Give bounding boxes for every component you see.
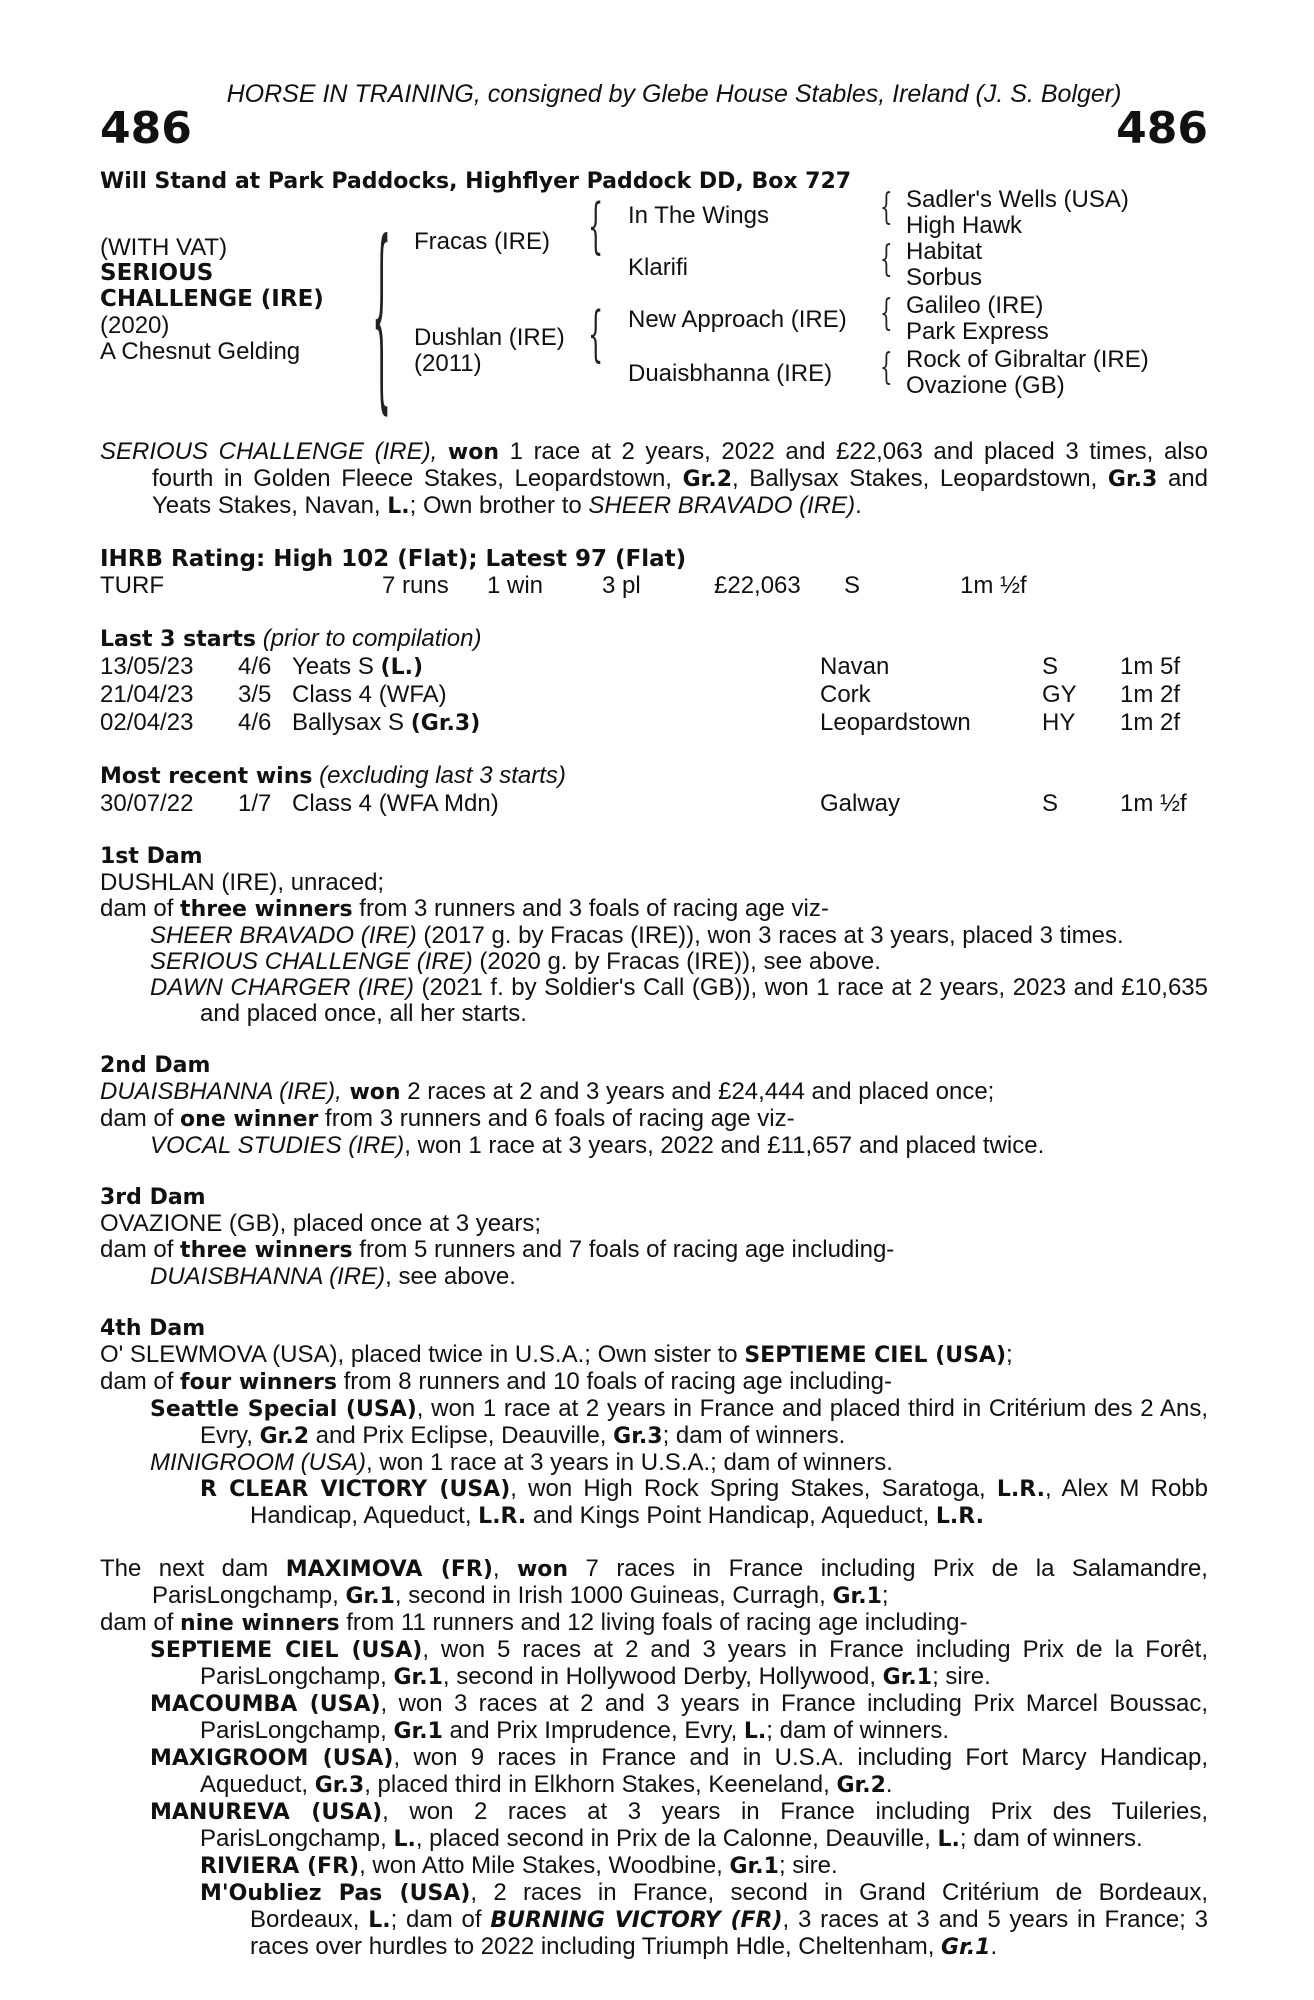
rating-title: IHRB Rating: High 102 (Flat); Latest 97 (Flat) [100, 546, 687, 572]
table-row: 02/04/23 4/6 Ballysax S (Gr.3) Leopardstown HY 1m 2f [100, 709, 1181, 736]
sire: Fracas (IRE) [414, 228, 551, 255]
next-dam-section: The next dam MAXIMOVA (FR), won 7 races in France including Prix de la Salamandre, ParisLongchamp, Gr.1, second in Irish 1000 Guineas, Curragh, Gr.1; dam of nine winners from 11 runners and 12 living foals of racing age including- SEPTIEME CIEL (USA), won 5 races at 2 and 3 years in France including Prix de la Forêt, ParisLongchamp, Gr.1, second in Hollywood Derby, Hollywood, Gr.1; sire. MACOUMBA (USA), won 3 races at 2 and 3 years in France including Prix Marcel Boussac, ParisLongchamp, Gr.1 and Prix Imprudence, Evry, L.; dam of winners. MAXIGROOM (USA), won 9 races in France and in U.S.A. including Fort Marcy Handicap, Aqueduct, Gr.3, placed third in Elkhorn Stakes, Keeneland, Gr.2. MANUREVA (USA), won 2 races at 3 years in France including Prix des Tuileries, ParisLongchamp, L., placed second in Prix de la Calonne, Deauville, L.; dam of winners. RIVIERA (FR), won Atto Mile Stakes, Woodbine, Gr.1; sire. M'Oubliez Pas (USA), 2 races in France, second in Grand Critérium de Bordeaux, Bordeaux, L.; dam of BURNING VICTORY (FR), 3 races at 3 and 5 years in France; 3 races over hurdles to 2022 including Triumph Hdle, Cheltenham, Gr.1. [100, 1555, 1209, 1960]
bracket: { [880, 239, 893, 280]
vat-label: (WITH VAT) [100, 234, 228, 261]
placed: 3 pl [602, 572, 641, 599]
list-item: VOCAL STUDIES (IRE), won 1 race at 3 years, 2022 and £11,657 and placed twice. [150, 1132, 1045, 1159]
horse-name-line1: SERIOUS [100, 260, 214, 286]
recent-wins-title: Most recent wins [100, 764, 313, 789]
dam-dam: Duaisbhanna (IRE) [628, 360, 833, 387]
dam-year: (2011) [414, 350, 482, 377]
list-item: Seattle Special (USA), won 1 race at 2 years in France and placed third in Critérium des 2 Ans, Evry, Gr.2 and Prix Eclipse, Deauville, Gr.3; dam of winners. [150, 1395, 1208, 1449]
list-item: R CLEAR VICTORY (USA), won High Rock Spring Stakes, Saratoga, L.R., Alex M Robb Handicap, Aqueduct, L.R. and Kings Point Handicap, Aqueduct, L.R. [200, 1475, 1209, 1529]
sire-dam: Klarifi [628, 254, 689, 281]
lot-number-right: 486 [1116, 103, 1208, 154]
bracket: { [372, 199, 392, 432]
table-row: 13/05/23 4/6 Yeats S (L.) Navan S 1m 5f [100, 653, 1181, 680]
prize-money: £22,063 [714, 572, 801, 599]
fourth-dam-section: 4th Dam O' SLEWMOVA (USA), placed twice in U.S.A.; Own sister to SEPTIEME CIEL (USA); dam of four winners from 8 runners and 10 foals of racing age including- Seattle Special (USA), won 1 race at 2 years in France and placed third in Critérium des 2 Ans, Evry, Gr.2 and Prix Eclipse, Deauville, Gr.3; dam of winners. MINIGROOM (USA), won 1 race at 3 years in U.S.A.; dam of winners. R CLEAR VICTORY (USA), won High Rock Spring Stakes, Saratoga, L.R., Alex M Robb Handicap, Aqueduct, L.R. and Kings Point Handicap, Aqueduct, L.R. [100, 1316, 1209, 1529]
last-starts-table [100, 653, 1180, 737]
dam-sire-dam: Park Express [906, 318, 1049, 345]
dam-sire-sire: Galileo (IRE) [906, 292, 1044, 319]
dam-dam-dam: Ovazione (GB) [906, 372, 1065, 399]
section-title: 2nd Dam [100, 1053, 211, 1078]
section-title: 4th Dam [100, 1316, 206, 1341]
lot-row [100, 103, 1208, 167]
second-dam-section: 2nd Dam DUAISBHANNA (IRE), won 2 races at 2 and 3 years and £24,444 and placed once; dam of one winner from 3 runners and 6 foals of racing age viz- VOCAL STUDIES (IRE), won 1 race at 3 years, 2022 and £11,657 and placed twice. [100, 1053, 1208, 1159]
horse-description: A Chesnut Gelding [100, 338, 301, 365]
bracket: { [880, 187, 893, 228]
consignment-header: HORSE IN TRAINING, consigned by Glebe House Stables, Ireland (J. S. Bolger) [226, 80, 1122, 108]
rating-table [100, 572, 1027, 600]
list-item: MACOUMBA (USA), won 3 races at 2 and 3 years in France including Prix Marcel Boussac, ParisLongchamp, Gr.1 and Prix Imprudence, Evry, L.; dam of winners. [150, 1690, 1208, 1744]
list-item: RIVIERA (FR), won Atto Mile Stakes, Woodbine, Gr.1; sire. [200, 1852, 838, 1879]
horse-year: (2020) [100, 312, 170, 339]
sire-sire-sire: Sadler's Wells (USA) [906, 186, 1129, 213]
runs: 7 runs [382, 572, 449, 599]
list-item: SEPTIEME CIEL (USA), won 5 races at 2 and 3 years in France including Prix de la Forêt, ParisLongchamp, Gr.1, second in Hollywood Derby, Hollywood, Gr.1; sire. [150, 1636, 1208, 1690]
list-item: M'Oubliez Pas (USA), 2 races in France, second in Grand Critérium de Bordeaux, Bordeaux, L.; dam of BURNING VICTORY (FR), 3 races at 3 and 5 years in France; 3 races over hurdles to 2022 including Triumph Hdle, Cheltenham, Gr.1. [200, 1879, 1209, 1960]
going: S [844, 572, 861, 599]
list-item: SHEER BRAVADO (IRE) (2017 g. by Fracas (IRE)), won 3 races at 3 years, placed 3 times. [150, 922, 1124, 949]
list-item: SERIOUS CHALLENGE (IRE) (2020 g. by Fracas (IRE)), see above. [150, 948, 881, 975]
table-row: 21/04/23 3/5 Class 4 (WFA) Cork GY 1m 2f [100, 681, 1181, 708]
distance: 1m ½f [960, 572, 1027, 599]
last-starts-title: Last 3 starts [100, 627, 257, 652]
section-title: 3rd Dam [100, 1185, 206, 1210]
recent-wins-table [100, 790, 1187, 818]
wins: 1 win [487, 572, 544, 599]
lot-number-left: 486 [100, 103, 192, 154]
surface: TURF [100, 572, 164, 599]
sire-sire-dam: High Hawk [906, 212, 1023, 239]
sire-dam-dam: Sorbus [906, 264, 983, 291]
dam-sire: New Approach (IRE) [628, 306, 847, 333]
race-summary: SERIOUS CHALLENGE (IRE), won 1 race at 2 years, 2022 and £22,063 and placed 3 times, also fourth in Golden Fleece Stakes, Leopardstown, Gr.2, Ballysax Stakes, Leopardstown, Gr.3 and Yeats Stakes, Navan, L.; Own brother to SHEER BRAVADO (IRE). [100, 438, 1209, 519]
pedigree-table [100, 186, 1208, 439]
first-dam-section: 1st Dam DUSHLAN (IRE), unraced; dam of three winners from 3 runners and 3 foals of racing age viz- SHEER BRAVADO (IRE) (2017 g. by Fracas (IRE)), won 3 races at 3 years, placed 3 times. SERIOUS CHALLENGE (IRE) (2020 g. by Fracas (IRE)), see above. DAWN CHARGER (IRE) (2021 f. by Soldier's Call (GB)), won 1 race at 2 years, 2023 and £10,635 and placed once, all her starts. [100, 844, 1208, 1027]
list-item: MAXIGROOM (USA), won 9 races in France and in U.S.A. including Fort Marcy Handicap, Aqueduct, Gr.3, placed third in Elkhorn Stakes, Keeneland, Gr.2. [150, 1744, 1208, 1798]
section-title: 1st Dam [100, 844, 203, 869]
dam: Dushlan (IRE) [414, 324, 565, 351]
bracket: { [880, 293, 893, 334]
bracket: { [588, 299, 604, 369]
list-item: MANUREVA (USA), won 2 races at 3 years in France including Prix des Tuileries, ParisLongchamp, L., placed second in Prix de la Calonne, Deauville, L.; dam of winners. [150, 1798, 1208, 1852]
sire-dam-sire: Habitat [906, 238, 983, 265]
dam-dam-sire: Rock of Gibraltar (IRE) [906, 346, 1149, 373]
stand-location: Will Stand at Park Paddocks, Highflyer Paddock DD, Box 727 [100, 169, 852, 194]
horse-name-line2: CHALLENGE (IRE) [100, 286, 324, 312]
list-item: DUAISBHANNA (IRE), see above. [150, 1263, 516, 1290]
bracket: { [588, 191, 604, 261]
bracket: { [880, 347, 893, 388]
rating-section [100, 546, 1208, 600]
third-dam-section: 3rd Dam OVAZIONE (GB), placed once at 3 years; dam of three winners from 5 runners and 7 foals of racing age including- DUAISBHANNA (IRE), see above. [100, 1185, 1208, 1290]
table-row: 30/07/22 1/7 Class 4 (WFA Mdn) Galway S 1m ½f [100, 790, 1187, 817]
list-item: MINIGROOM (USA), won 1 race at 3 years in U.S.A.; dam of winners. [150, 1449, 893, 1476]
list-item: DAWN CHARGER (IRE) (2021 f. by Soldier's Call (GB)), won 1 race at 2 years, 2023 and £10,635 and placed once, all her starts. [150, 974, 1208, 1027]
catalogue-page [100, 80, 1208, 1961]
recent-wins-section: Most recent wins (excluding last 3 starts) 30/07/22 1/7 Class 4 (WFA Mdn) Galway S 1m ½f [100, 762, 1187, 817]
sire-sire: In The Wings [628, 202, 769, 229]
last-starts-section: Last 3 starts (prior to compilation) 13/05/23 4/6 Yeats S (L.) Navan S 1m 5f 21/04/23 3/5 Class 4 (WFA) Cork GY 1m 2f 02/04/23 4/6 Ballysax S (Gr.3) Leopardstown HY 1m 2f [100, 625, 1181, 736]
